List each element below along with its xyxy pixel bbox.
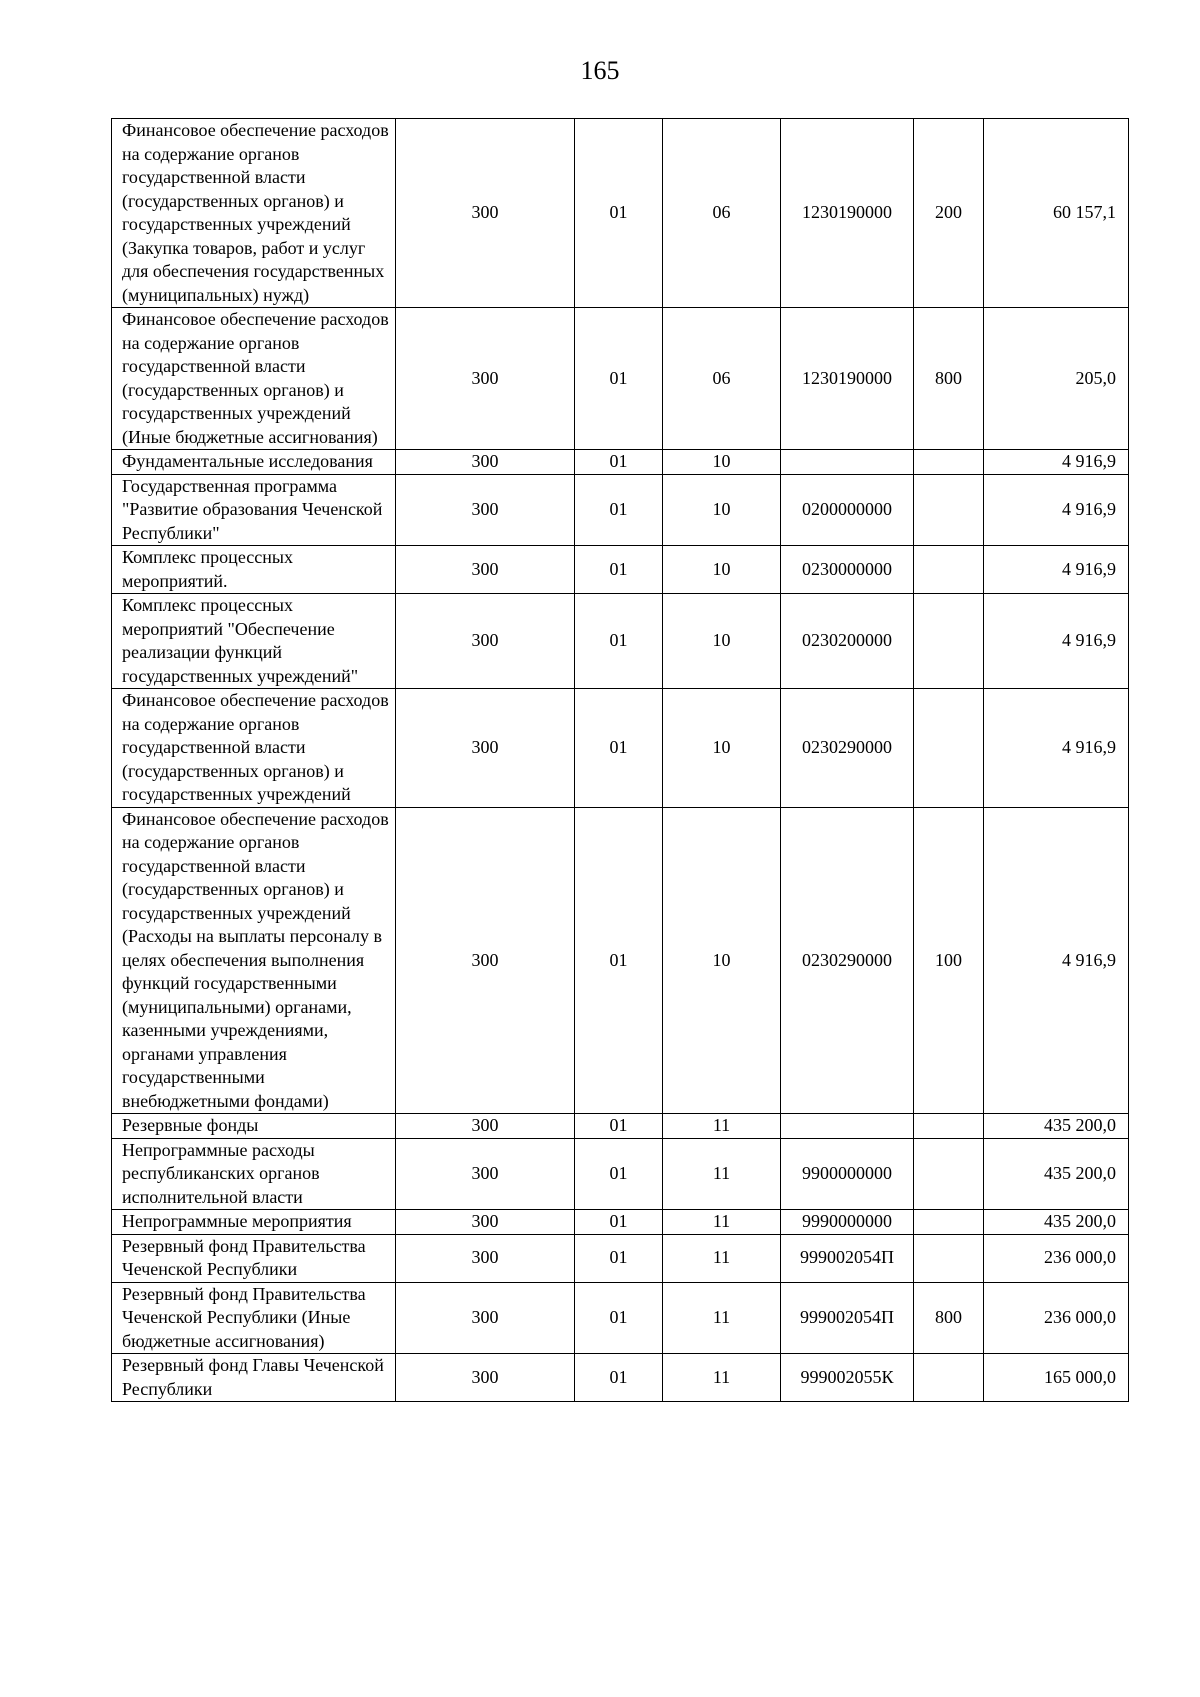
section-code-cell: 01 (575, 308, 663, 450)
ved-code-cell: 300 (396, 1234, 575, 1282)
row-name-cell: Финансовое обеспечение расходов на содержание органов государственной власти (государственных органов) и государственных учреждений (Закупка товаров, работ и услуг для обеспечения государственных (муниципальных) нужд) (112, 119, 396, 308)
amount-cell: 4 916,9 (984, 546, 1129, 594)
subsection-code-cell: 10 (663, 594, 781, 689)
amount-cell: 4 916,9 (984, 474, 1129, 546)
row-name-cell: Финансовое обеспечение расходов на содержание органов государственной власти (государственных органов) и государственных учреждений (Иные бюджетные ассигнования) (112, 308, 396, 450)
subsection-code-cell: 11 (663, 1138, 781, 1210)
ved-code-cell: 300 (396, 450, 575, 475)
target-article-cell (781, 450, 914, 475)
section-code-cell: 01 (575, 1210, 663, 1235)
ved-code-cell: 300 (396, 807, 575, 1114)
expense-type-cell (914, 689, 984, 808)
row-name-cell: Фундаментальные исследования (112, 450, 396, 475)
row-name-cell: Резервный фонд Главы Чеченской Республики (112, 1354, 396, 1402)
table-row (112, 1210, 1129, 1235)
table-row (112, 474, 1129, 546)
amount-cell: 4 916,9 (984, 689, 1129, 808)
expense-type-cell (914, 1234, 984, 1282)
ved-code-cell: 300 (396, 308, 575, 450)
table-row (112, 119, 1129, 308)
amount-cell: 435 200,0 (984, 1210, 1129, 1235)
ved-code-cell: 300 (396, 546, 575, 594)
expense-type-cell: 100 (914, 807, 984, 1114)
amount-cell: 60 157,1 (984, 119, 1129, 308)
target-article-cell: 0200000000 (781, 474, 914, 546)
expense-type-cell (914, 450, 984, 475)
table-row (112, 1234, 1129, 1282)
ved-code-cell: 300 (396, 119, 575, 308)
expense-type-cell: 200 (914, 119, 984, 308)
row-name-cell: Комплекс процессных мероприятий. (112, 546, 396, 594)
ved-code-cell: 300 (396, 1210, 575, 1235)
section-code-cell: 01 (575, 474, 663, 546)
row-name-cell: Непрограммные мероприятия (112, 1210, 396, 1235)
amount-cell: 4 916,9 (984, 450, 1129, 475)
amount-cell: 205,0 (984, 308, 1129, 450)
subsection-code-cell: 10 (663, 689, 781, 808)
table-row (112, 594, 1129, 689)
table-row (112, 308, 1129, 450)
section-code-cell: 01 (575, 1234, 663, 1282)
row-name-cell: Резервный фонд Правительства Чеченской Республики (112, 1234, 396, 1282)
subsection-code-cell: 06 (663, 308, 781, 450)
target-article-cell: 0230290000 (781, 807, 914, 1114)
subsection-code-cell: 10 (663, 807, 781, 1114)
section-code-cell: 01 (575, 546, 663, 594)
amount-cell: 435 200,0 (984, 1138, 1129, 1210)
table-body (112, 119, 1129, 1402)
expense-type-cell (914, 1114, 984, 1139)
table-row (112, 1138, 1129, 1210)
section-code-cell: 01 (575, 450, 663, 475)
target-article-cell: 999002054П (781, 1234, 914, 1282)
budget-table (111, 118, 1129, 1402)
subsection-code-cell: 11 (663, 1234, 781, 1282)
target-article-cell: 9990000000 (781, 1210, 914, 1235)
ved-code-cell: 300 (396, 594, 575, 689)
ved-code-cell: 300 (396, 474, 575, 546)
ved-code-cell: 300 (396, 1114, 575, 1139)
target-article-cell: 0230290000 (781, 689, 914, 808)
section-code-cell: 01 (575, 119, 663, 308)
subsection-code-cell: 10 (663, 474, 781, 546)
section-code-cell: 01 (575, 689, 663, 808)
expense-type-cell (914, 594, 984, 689)
expense-type-cell (914, 546, 984, 594)
row-name-cell: Резервные фонды (112, 1114, 396, 1139)
row-name-cell: Финансовое обеспечение расходов на содержание органов государственной власти (государственных органов) и государственных учреждений (Расходы на выплаты персоналу в целях обеспечения выполнения функций государственными (муниципальными) органами, казенными учреждениями, органами управления государственными внебюджетными фондами) (112, 807, 396, 1114)
target-article-cell: 999002054П (781, 1282, 914, 1354)
target-article-cell: 9900000000 (781, 1138, 914, 1210)
row-name-cell: Непрограммные расходы республиканских органов исполнительной власти (112, 1138, 396, 1210)
target-article-cell (781, 1114, 914, 1139)
ved-code-cell: 300 (396, 689, 575, 808)
amount-cell: 165 000,0 (984, 1354, 1129, 1402)
subsection-code-cell: 06 (663, 119, 781, 308)
section-code-cell: 01 (575, 1282, 663, 1354)
expense-type-cell (914, 474, 984, 546)
subsection-code-cell: 11 (663, 1354, 781, 1402)
expense-type-cell: 800 (914, 308, 984, 450)
subsection-code-cell: 11 (663, 1282, 781, 1354)
table-row (112, 807, 1129, 1114)
amount-cell: 236 000,0 (984, 1282, 1129, 1354)
table-row (112, 1282, 1129, 1354)
table-row (112, 546, 1129, 594)
subsection-code-cell: 11 (663, 1210, 781, 1235)
table-row (112, 1114, 1129, 1139)
section-code-cell: 01 (575, 1354, 663, 1402)
table-row (112, 689, 1129, 808)
page-number: 165 (580, 56, 620, 85)
expense-type-cell (914, 1138, 984, 1210)
row-name-cell: Государственная программа "Развитие образования Чеченской Республики" (112, 474, 396, 546)
section-code-cell: 01 (575, 1138, 663, 1210)
row-name-cell: Резервный фонд Правительства Чеченской Республики (Иные бюджетные ассигнования) (112, 1282, 396, 1354)
subsection-code-cell: 10 (663, 546, 781, 594)
target-article-cell: 999002055К (781, 1354, 914, 1402)
amount-cell: 4 916,9 (984, 594, 1129, 689)
subsection-code-cell: 11 (663, 1114, 781, 1139)
target-article-cell: 1230190000 (781, 119, 914, 308)
amount-cell: 4 916,9 (984, 807, 1129, 1114)
ved-code-cell: 300 (396, 1138, 575, 1210)
table-row (112, 1354, 1129, 1402)
target-article-cell: 0230000000 (781, 546, 914, 594)
expense-type-cell (914, 1210, 984, 1235)
subsection-code-cell: 10 (663, 450, 781, 475)
ved-code-cell: 300 (396, 1354, 575, 1402)
target-article-cell: 0230200000 (781, 594, 914, 689)
expense-type-cell (914, 1354, 984, 1402)
row-name-cell: Финансовое обеспечение расходов на содержание органов государственной власти (государственных органов) и государственных учреждений (112, 689, 396, 808)
table-row (112, 450, 1129, 475)
section-code-cell: 01 (575, 807, 663, 1114)
amount-cell: 435 200,0 (984, 1114, 1129, 1139)
ved-code-cell: 300 (396, 1282, 575, 1354)
expense-type-cell: 800 (914, 1282, 984, 1354)
amount-cell: 236 000,0 (984, 1234, 1129, 1282)
row-name-cell: Комплекс процессных мероприятий "Обеспечение реализации функций государственных учреждений" (112, 594, 396, 689)
section-code-cell: 01 (575, 1114, 663, 1139)
section-code-cell: 01 (575, 594, 663, 689)
target-article-cell: 1230190000 (781, 308, 914, 450)
